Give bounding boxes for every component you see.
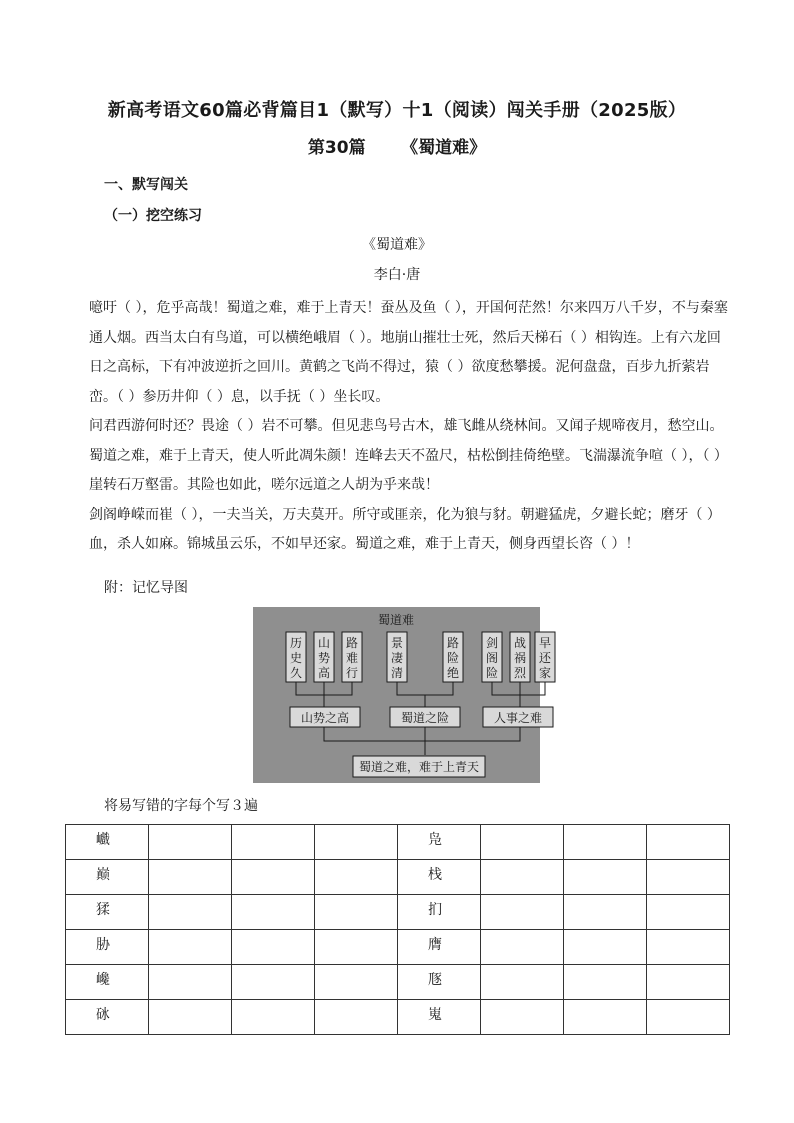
writing-cell[interactable]: [647, 825, 730, 860]
writing-cell[interactable]: [564, 965, 647, 1000]
table-row: [66, 895, 730, 930]
practice-char: 嵬: [398, 1000, 481, 1035]
writing-cell[interactable]: [315, 965, 398, 1000]
practice-char: 巉: [66, 965, 149, 1000]
svg-text:早还家: 早还家: [538, 636, 552, 680]
section-heading-dictation: 一、默写闯关: [104, 177, 188, 193]
mindmap-label: 附：记忆导图: [104, 580, 188, 596]
writing-cell[interactable]: [149, 825, 232, 860]
table-row: [66, 1000, 730, 1035]
writing-cell[interactable]: [149, 860, 232, 895]
writing-cell[interactable]: [481, 860, 564, 895]
poem-title: 《蜀道难》: [362, 237, 432, 253]
writing-cell[interactable]: [564, 1000, 647, 1035]
mindmap-group: [483, 707, 553, 727]
practice-char: 巅: [66, 860, 149, 895]
writing-cell[interactable]: [315, 930, 398, 965]
page-subtitle: 第30篇 《蜀道难》: [307, 138, 487, 158]
mindmap-leaf: [535, 632, 555, 682]
svg-text:人事之难: 人事之难: [493, 711, 543, 725]
mindmap-leaf: [314, 632, 334, 682]
writing-cell[interactable]: [315, 1000, 398, 1035]
practice-char: 砯: [66, 1000, 149, 1035]
writing-cell[interactable]: [481, 895, 564, 930]
poem-paragraph: 问君西游何时还？畏途（ ）岩不可攀。但见悲鸟号古木，雄飞雌从绕林间。又闻子规啼夜月，愁空山。蜀道之难，难于上青天，使人听此凋朱颜！连峰去天不盈尺，枯松倒挂倚绝壁。飞湍瀑流争喧（ ），（ ）崖转石万壑雷。其险也如此，嗟尔远道之人胡为乎来哉！: [89, 418, 728, 493]
poem-author: 李白·唐: [373, 267, 421, 283]
practice-char: 膺: [398, 930, 481, 965]
writing-cell[interactable]: [481, 930, 564, 965]
mindmap-leaf: [387, 632, 407, 682]
svg-text:路难行: 路难行: [345, 636, 359, 680]
writing-cell[interactable]: [564, 825, 647, 860]
writing-cell[interactable]: [232, 930, 315, 965]
writing-cell[interactable]: [149, 895, 232, 930]
table-row: [66, 930, 730, 965]
practice-char: 栈: [398, 860, 481, 895]
writing-cell[interactable]: [149, 1000, 232, 1035]
mindmap-leaf: [443, 632, 463, 682]
mindmap-group: [290, 707, 360, 727]
writing-cell[interactable]: [647, 895, 730, 930]
table-row: [66, 860, 730, 895]
practice-char: 胁: [66, 930, 149, 965]
svg-text:路险绝: 路险绝: [446, 636, 460, 680]
mindmap-leaf: [286, 632, 306, 682]
writing-cell[interactable]: [149, 930, 232, 965]
practice-char: 巇: [66, 825, 149, 860]
table-row: [66, 965, 730, 1000]
writing-cell[interactable]: [647, 930, 730, 965]
poem-paragraph: 噫吁（ ），危乎高哉！蜀道之难，难于上青天！蚕丛及鱼（ ），开国何茫然！尔来四万八千岁，不与秦塞通人烟。西当太白有鸟道，可以横绝峨眉（ ）。地崩山摧壮士死，然后天梯石（ ）相钩连。上有六龙回日之高标，下有冲波逆折之回川。黄鹤之飞尚不得过，猿（ ）欲度愁攀援。泥何盘盘，百步九折萦岩峦。（ ）参历井仰（ ）息，以手抚（ ）坐长叹。: [89, 300, 728, 405]
mindmap-diagram: [253, 607, 552, 783]
mindmap-leaf: [482, 632, 502, 682]
leaf-char: 历史久: [289, 636, 303, 680]
writing-cell[interactable]: [481, 965, 564, 1000]
writing-cell[interactable]: [647, 860, 730, 895]
writing-cell[interactable]: [315, 825, 398, 860]
mindmap-summary: [353, 756, 485, 777]
practice-char: 凫: [398, 825, 481, 860]
writing-cell[interactable]: [647, 965, 730, 1000]
writing-cell[interactable]: [232, 825, 315, 860]
practice-char: 猱: [66, 895, 149, 930]
svg-text:战祸烈: 战祸烈: [513, 636, 527, 680]
writing-cell[interactable]: [481, 1000, 564, 1035]
mindmap-leaf: [510, 632, 530, 682]
svg-text:山势高: 山势高: [317, 636, 331, 680]
practice-char: 豗: [398, 965, 481, 1000]
writing-cell[interactable]: [564, 895, 647, 930]
writing-cell[interactable]: [315, 895, 398, 930]
writing-cell[interactable]: [232, 860, 315, 895]
svg-text:山势之高: 山势之高: [300, 711, 350, 725]
practice-char: 扪: [398, 895, 481, 930]
svg-text:蜀道之难，难于上青天: 蜀道之难，难于上青天: [358, 760, 480, 774]
mindmap-group: [390, 707, 460, 727]
writing-cell[interactable]: [647, 1000, 730, 1035]
writing-cell[interactable]: [315, 860, 398, 895]
practice-caption: 将易写错的字每个写３遍: [104, 798, 258, 814]
poem-paragraph: 剑阁峥嵘而崔（ ），一夫当关，万夫莫开。所守或匪亲，化为狼与豺。朝避猛虎，夕避长蛇；磨牙（ ）血，杀人如麻。锦城虽云乐，不如早还家。蜀道之难，难于上青天，侧身西望长咨（ ）！: [89, 506, 721, 552]
table-row: [66, 825, 730, 860]
writing-cell[interactable]: [232, 1000, 315, 1035]
svg-text:蜀道之险: 蜀道之险: [400, 711, 450, 725]
writing-cell[interactable]: [232, 965, 315, 1000]
writing-cell[interactable]: [481, 825, 564, 860]
writing-cell[interactable]: [564, 860, 647, 895]
page-title: 新高考语文60篇必背篇目1（默写）十1（阅读）闯关手册（2025版）: [107, 100, 687, 121]
section-heading-fill-blank: （一）挖空练习: [104, 208, 202, 224]
writing-cell[interactable]: [149, 965, 232, 1000]
practice-table: [65, 824, 730, 1035]
poem-body: [89, 294, 729, 560]
mindmap-root: 蜀道难: [377, 613, 415, 627]
svg-text:剑阁险: 剑阁险: [485, 636, 499, 680]
writing-cell[interactable]: [232, 895, 315, 930]
writing-cell[interactable]: [564, 930, 647, 965]
svg-text:景凄清: 景凄清: [390, 636, 404, 680]
mindmap-leaf: [342, 632, 362, 682]
